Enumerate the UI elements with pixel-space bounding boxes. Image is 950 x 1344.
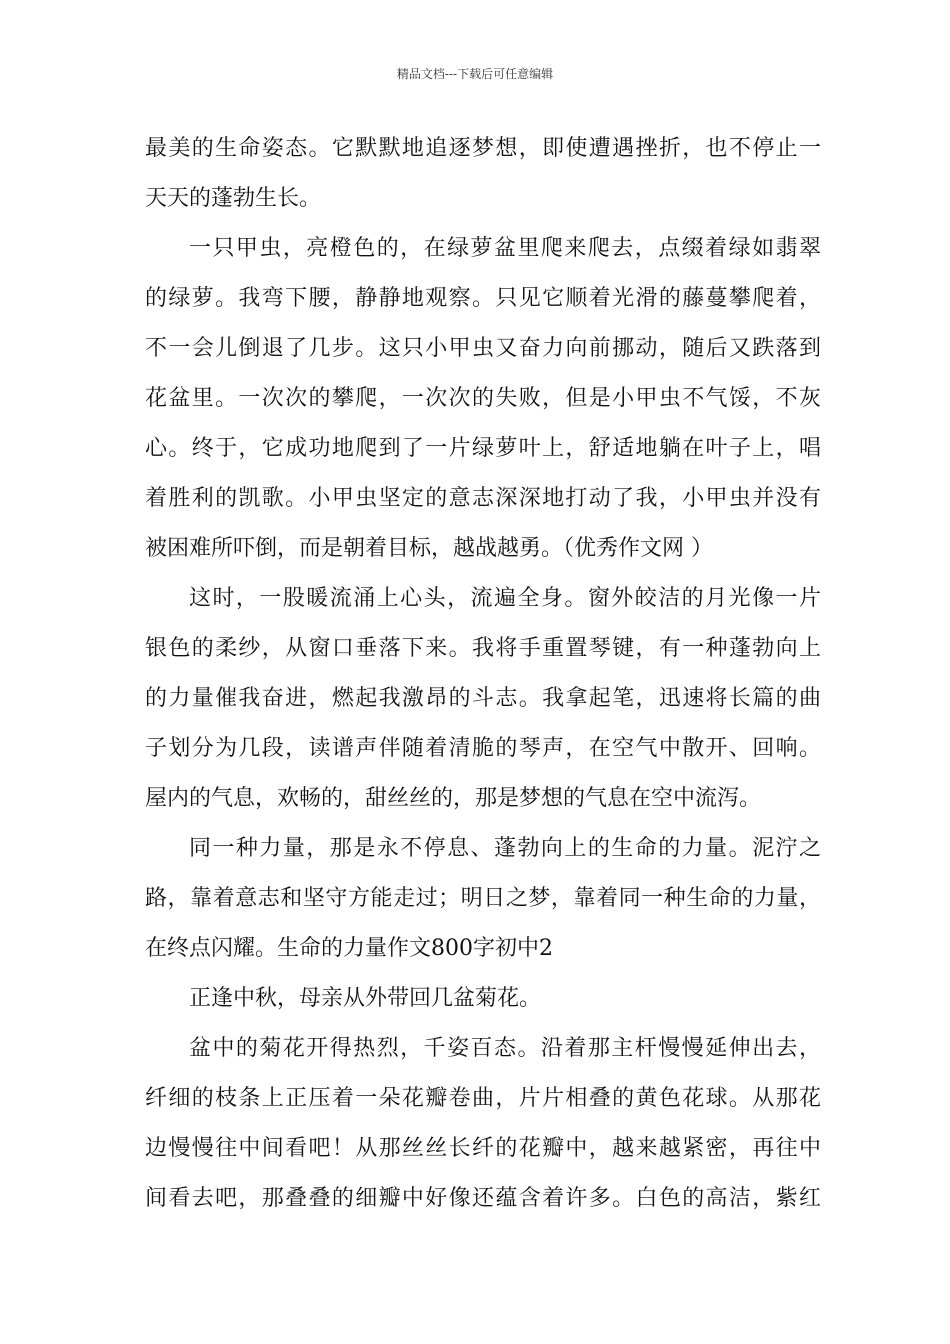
text-line: 的力量催我奋进，燃起我激昂的斗志。我拿起笔，迅速将长篇的曲 bbox=[145, 686, 821, 711]
text-line: 路，靠着意志和坚守方能走过；明日之梦，靠着同一种生命的力量， bbox=[145, 886, 821, 911]
text-line: 屋内的气息，欢畅的，甜丝丝的，那是梦想的气息在空中流泻。 bbox=[145, 786, 762, 811]
text-line: 银色的柔纱，从窗口垂落下来。我将手重置琴键，有一种蓬勃向上 bbox=[145, 636, 821, 661]
text-line: 花盆里。一次次的攀爬，一次次的失败，但是小甲虫不气馁，不灰 bbox=[145, 386, 821, 411]
text-line: 纤细的枝条上正压着一朵花瓣卷曲，片片相叠的黄色花球。从那花 bbox=[145, 1086, 821, 1111]
text-line: 着胜利的凯歌。小甲虫坚定的意志深深地打动了我，小甲虫并没有 bbox=[145, 486, 821, 511]
text-line: 边慢慢往中间看吧！从那丝丝长纤的花瓣中，越来越紧密，再往中 bbox=[145, 1136, 821, 1161]
text-line: 心。终于，它成功地爬到了一片绿萝叶上，舒适地躺在叶子上，唱 bbox=[145, 436, 821, 461]
text-line: 同一种力量，那是永不停息、蓬勃向上的生命的力量。泥泞之 bbox=[189, 836, 821, 861]
page-header: 精品文档---下载后可任意编辑 bbox=[396, 67, 554, 81]
text-line: 这时，一股暖流涌上心头，流遍全身。窗外皎洁的月光像一片 bbox=[189, 586, 821, 611]
text-line: 间看去吧，那叠叠的细瓣中好像还蕴含着许多。白色的高洁，紫红 bbox=[145, 1186, 821, 1211]
text-line: 被困难所吓倒，而是朝着目标，越战越勇。（优秀作文网 ） bbox=[145, 536, 713, 561]
text-line: 子划分为几段，读谱声伴随着清脆的琴声，在空气中散开、回响。 bbox=[145, 736, 821, 761]
text-line: 的绿萝。我弯下腰，静静地观察。只见它顺着光滑的藤蔓攀爬着， bbox=[145, 286, 821, 311]
text-line: 一只甲虫，亮橙色的，在绿萝盆里爬来爬去，点缀着绿如翡翠 bbox=[189, 236, 821, 261]
text-line: 最美的生命姿态。它默默地追逐梦想，即使遭遇挫折，也不停止一 bbox=[145, 136, 821, 161]
text-line: 正逢中秋，母亲从外带回几盆菊花。 bbox=[189, 986, 542, 1011]
text-line: 在终点闪耀。生命的力量作文800字初中2 bbox=[145, 936, 553, 961]
text-line: 不一会儿倒退了几步。这只小甲虫又奋力向前挪动，随后又跌落到 bbox=[145, 336, 821, 361]
text-line: 天天的蓬勃生长。 bbox=[145, 186, 322, 211]
document-body bbox=[145, 124, 821, 1224]
text-line: 盆中的菊花开得热烈，千姿百态。沿着那主杆慢慢延伸出去， bbox=[189, 1036, 821, 1061]
